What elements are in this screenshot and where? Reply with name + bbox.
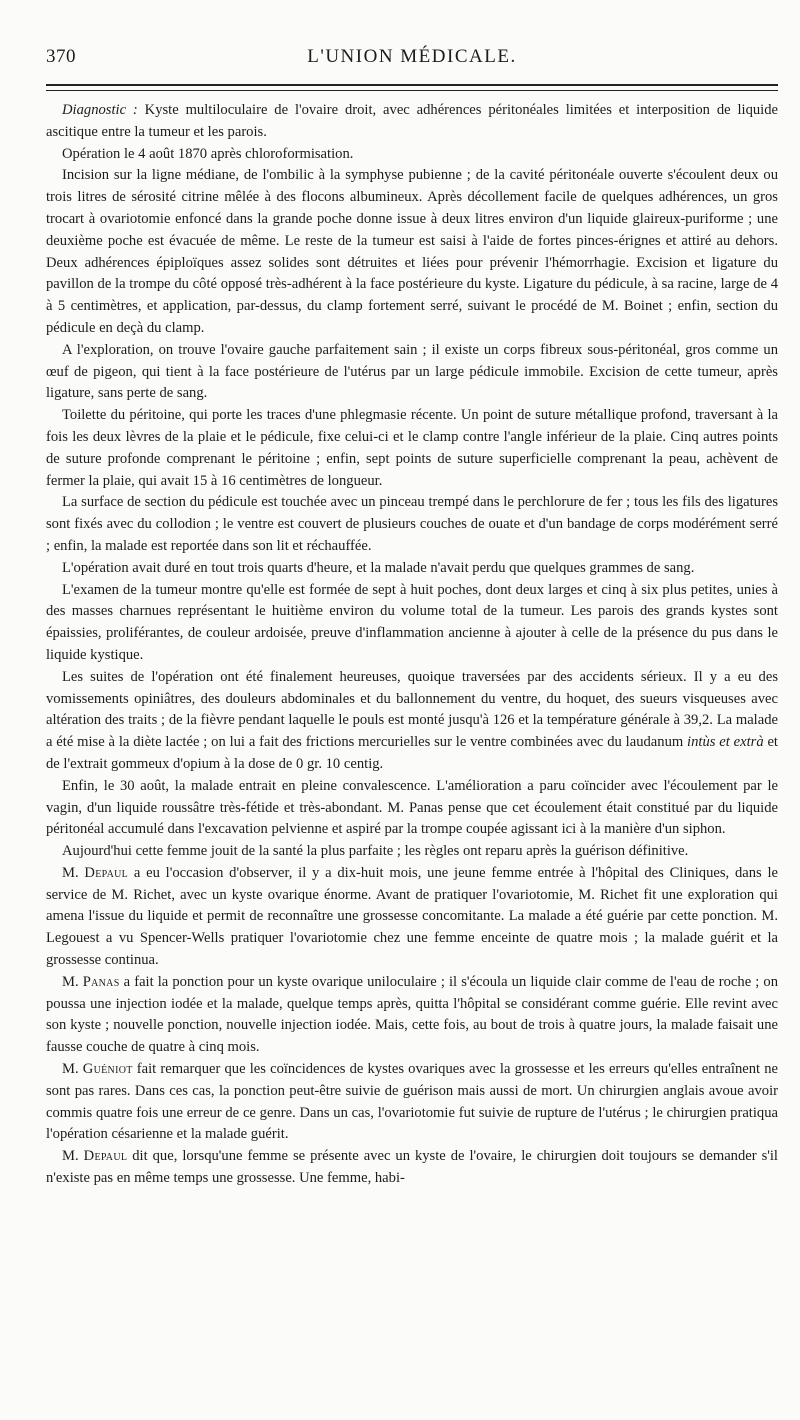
paragraph-section-surface: La surface de section du pédicule est touchée avec un pinceau trempé dans le perchlorure de fer ; tous les fils des ligatures sont fixés avec du collodion ; le ventre est couvert de plusieurs couches de ouate et d'un bandage de corps modérément serré ; enfin, la malade est reportée dans son lit et réchauffée. xyxy=(46,494,778,554)
paragraph-operation-date: Opération le 4 août 1870 après chloroformisation. xyxy=(62,145,354,162)
paragraph-panas: M. Panas a fait la ponction pour un kyste ovarique uniloculaire ; il s'écoula un liquide clair comme de l'eau de roche ; on poussa une injection iodée et la malade, quelque temps après, quitta l'hôpital se considérant comme guérie. Elle revint avec son kyste ; nouvelle ponction, nouvelle injection iodée. Mais, cette fois, au bout de trois à quatre jours, la malade faisait une fausse couche de quatre à cinq mois. xyxy=(46,973,778,1056)
paragraph-depaul-1: M. Depaul a eu l'occasion d'observer, il y a dix-huit mois, une jeune femme entrée à l'hôpital des Cliniques, dans le service de M. Richet, avec un kyste ovarique énorme. Avant de pratiquer l'ovariotomie, M. Richet fit une exploration qui amena l'issue du liquide et permit de reconnaître une grossesse concomitante. La malade a été guérie par cette ponction. M. Legouest a vu Spencer-Wells pratiquer l'ovariotomie chez une femme enceinte de quatre mois ; la malade guérit et la grossesse continua. xyxy=(46,864,778,969)
paragraph-exploration: A l'exploration, on trouve l'ovaire gauche parfaitement sain ; il existe un corps fibreux sous-péritonéal, gros comme un œuf de pigeon, qui tient à la face postérieure de l'utérus par un large pédicule immobile. Excision de cette tumeur, après ligature, sans perte de sang. xyxy=(46,341,778,402)
speaker-name: Depaul xyxy=(83,1148,128,1165)
article-body xyxy=(46,100,778,1190)
header-rule xyxy=(46,84,778,86)
paragraph-convalescence: Enfin, le 30 août, la malade entrait en pleine convalescence. L'amélioration a paru coïncider avec l'écoulement par le vagin, d'un liquide roussâtre très-fétide et très-abondant. M. Panas pense que cet écoulement était constitué par du liquide péritonéal accumulé dans l'excavation pelvienne et aspiré par la trompe coupée agissant ici à la manière d'un siphon. xyxy=(46,777,778,838)
latin-phrase: intùs et extrà xyxy=(687,734,764,751)
paragraph-duration: L'opération avait duré en tout trois quarts d'heure, et la malade n'avait perdu que quelques grammes de sang. xyxy=(62,559,695,576)
speaker-name: Depaul xyxy=(84,864,129,881)
paragraph-gueniot: M. Guéniot fait remarquer que les coïncidences de kystes ovariques avec la grossesse et les erreurs qu'elles entraînent ne sont pas rares. Dans ces cas, la ponction peut-être suivie de guérison mais aussi de mort. Un chirurgien anglais avoue avoir commis quatre fois une erreur de ce genre. Dans un cas, l'ovariotomie fut suivie de rupture de l'utérus ; le chirurgien pratiqua l'opération césarienne et la malade guérit. xyxy=(46,1061,778,1143)
paragraph-incision: Incision sur la ligne médiane, de l'ombilic à la symphyse pubienne ; de la cavité péritonéale ouverte s'écoulent deux ou trois litres de sérosité citrine mêlée à des flocons albumineux. Après décollement facile de quelques adhérences, un gros trocart à ovariotomie enfoncé dans la grande poche donne issue à deux litres environ d'un liquide glaireux-puriforme ; une deuxième poche est évacuée de même. Le reste de la tumeur est saisi à l'aide de fortes pinces-érignes et attiré au dehors. Deux adhérences épiploïques assez solides sont détruites et liées pour prévenir l'hémorrhagie. Excision et ligature du pavillon de la trompe du côté opposé très-adhérent à la face postérieure du kyste. Ligature du pédicule, à sa racine, large de 4 à 5 centimètres, et application, par-dessus, du clamp fortement serré, suivant le procédé de M. Boinet ; enfin, section du pédicule en deçà du clamp. xyxy=(46,167,778,336)
speaker-name: Panas xyxy=(82,973,120,990)
page-number: 370 xyxy=(46,46,76,67)
paragraph-tumor-exam: L'examen de la tumeur montre qu'elle est formée de sept à huit poches, dont deux larges et cinq à six plus petites, unies à des masses charnues représentant le huitième environ du volume total de la tumeur. Les parois des grands kystes sont épaissies, proliférantes, de couleur ardoisée, preuve d'inflammation ancienne à ajouter à celle de la présence du pus dans le liquide kystique. xyxy=(46,581,778,663)
paragraph-depaul-2: M. Depaul dit que, lorsqu'une femme se présente avec un kyste de l'ovaire, le chirurgien doit toujours se demander s'il n'existe pas en même temps une grossesse. Une femme, habi- xyxy=(46,1148,778,1187)
paragraph-aftermath: Les suites de l'opération ont été finalement heureuses, quoique traversées par des accidents sérieux. Il y a eu des vomissements opiniâtres, des douleurs abdominales et du ballonnement du ventre, du hoquet, des sueurs visqueuses avec altération des traits ; de la fièvre pendant laquelle le pouls est monté jusqu'à 126 et la température générale à 39,2. La malade a été mise à la diète lactée ; on lui a fait des frictions mercurielles sur le ventre combinées avec du laudanum intùs et extrà et de l'extrait gommeux d'opium à la dose de 0 gr. 10 centig. xyxy=(46,668,778,772)
header-rule-thin xyxy=(46,90,778,91)
speaker-name: Guéniot xyxy=(82,1061,133,1078)
paragraph-diagnostic: Diagnostic : Kyste multiloculaire de l'ovaire droit, avec adhérences péritonéales limitées et interposition de liquide ascitique entre la tumeur et les parois. xyxy=(46,102,778,140)
diagnostic-label: Diagnostic : xyxy=(62,102,138,118)
running-head xyxy=(46,46,778,84)
paragraph-toilette: Toilette du péritoine, qui porte les traces d'une phlegmasie récente. Un point de suture métallique profond, traversant à la fois les deux lèvres de la plaie et le pédicule, fixe celui-ci et le clamp contre l'angle inférieur de la plaie. Cinq autres points de suture profonde comprenant le péritoine ; enfin, sept points de suture superficielle comprenant la peau, achèvent de fermer la plaie, qui avait 15 à 16 centimètres de longueur. xyxy=(46,407,778,489)
paragraph-recovery: Aujourd'hui cette femme jouit de la santé la plus parfaite ; les règles ont reparu après la guérison définitive. xyxy=(62,843,689,860)
journal-title: L'UNION MÉDICALE. xyxy=(307,46,517,67)
